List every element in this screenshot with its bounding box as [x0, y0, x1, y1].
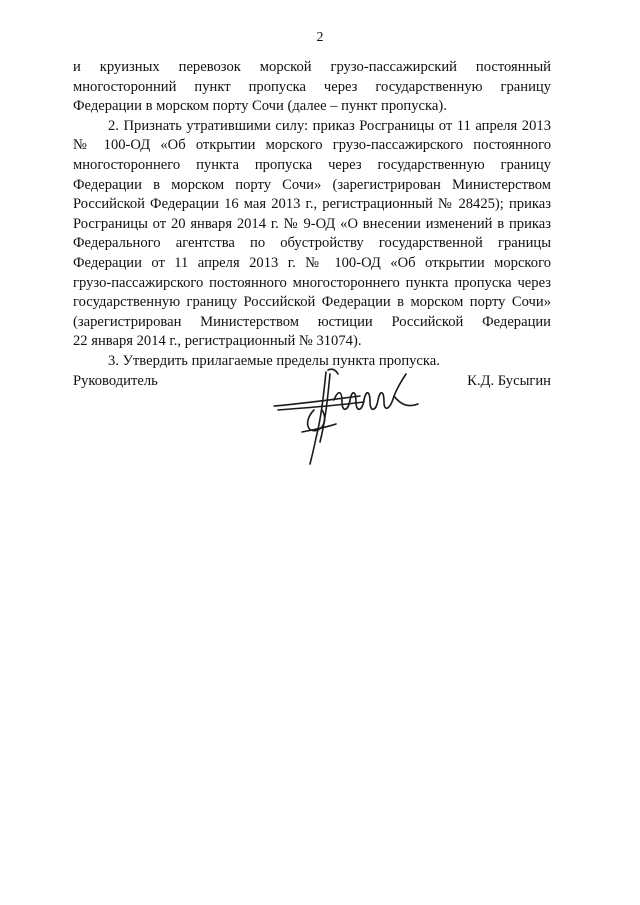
paragraph-2-line: 22 января 2014 г., регистрационный № 31074).: [73, 333, 362, 350]
document-body: [73, 58, 551, 372]
paragraph-2-line: Росграницы от 20 января 2014 г. № 9-ОД «О внесении изменений в приказ: [73, 215, 551, 232]
paragraph-2-line: Федерального агентства по обустройству государственной границы: [73, 235, 551, 252]
paragraph-3-line: 3. Утвердить прилагаемые пределы пункта пропуска.: [108, 352, 440, 369]
handwritten-signature: [268, 360, 428, 470]
paragraph-2-line: Федерации от 11 апреля 2013 г. № 100-ОД «Об открытии морского: [73, 254, 551, 271]
paragraph-2-line: Федерации в морском порту Сочи» (зарегистрирован Министерством: [73, 176, 551, 193]
paragraph-2-line: № 100-ОД «Об открытии морского грузо-пассажирского постоянного: [73, 137, 551, 154]
paragraph-2-line: многостороннего пункта пропуска через государственную границу: [73, 156, 551, 173]
paragraph-2-line: грузо-пассажирского постоянного многостороннего пункта пропуска через: [73, 274, 551, 291]
paragraph-1-line: многосторонний пункт пропуска через государственную границу: [73, 78, 551, 95]
paragraph-2-line: государственную границу Российской Федерации в морском порту Сочи»: [73, 294, 551, 311]
paragraph-1-line: и круизных перевозок морской грузо-пассажирский постоянный: [73, 59, 551, 75]
signatory-title: Руководитель: [73, 373, 158, 389]
paragraph-2-line: 2. Признать утратившими силу: приказ Росграницы от 11 апреля 2013: [108, 117, 551, 134]
signatory-name: К.Д. Бусыгин: [467, 373, 551, 389]
page-number: 2: [316, 30, 324, 45]
paragraph-2-line: (зарегистрирован Министерством юстиции Российской Федерации: [73, 313, 551, 330]
paragraph-1-line: Федерации в морском порту Сочи (далее – пункт пропуска).: [73, 98, 447, 115]
paragraph-2-line: Российской Федерации 16 мая 2013 г., регистрационный № 28425); приказ: [73, 196, 551, 213]
